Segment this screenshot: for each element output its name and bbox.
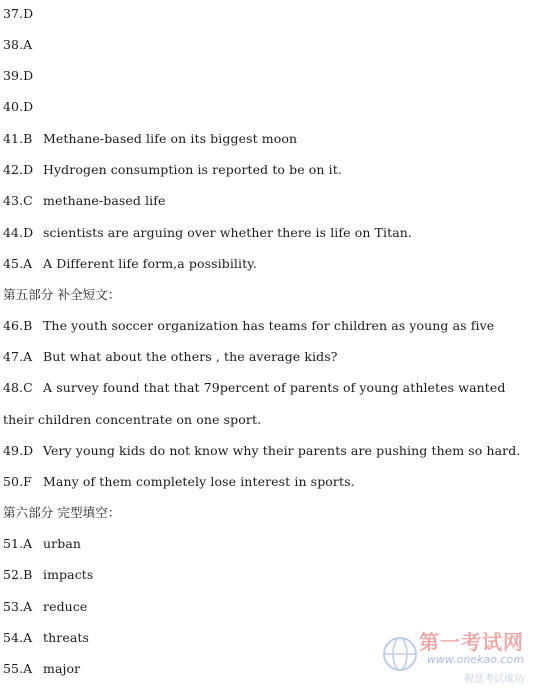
watermark-title: 第一考试网 [419, 630, 524, 654]
answer-line: 49.D Very young kids do not know why their parents are pushing them so hard. [3, 443, 521, 458]
answer-line: 46.B The youth soccer organization has teams for children as young as five [3, 318, 495, 333]
answer-line: 44.D scientists are arguing over whether there is life on Titan. [3, 225, 412, 240]
answer-line: 50.F Many of them completely lose interest in sports. [3, 474, 355, 489]
answer-line: 53.A reduce [3, 599, 88, 614]
answer-line: 40.D [3, 99, 34, 114]
answer-line: 48.C A survey found that that 79percent of parents of young athletes wanted [3, 380, 506, 395]
answer-line: 55.A major [3, 661, 81, 676]
answer-line: 38.A [3, 37, 33, 52]
answer-line: 51.A urban [3, 536, 82, 551]
answer-line: 37.D [3, 6, 34, 21]
answer-line: 41.B Methane-based life on its biggest moon [3, 131, 298, 146]
answer-line: 52.B impacts [3, 567, 94, 582]
watermark-slogan: 祝您考试成功 [464, 674, 524, 685]
section-heading: 第五部分 补全短文： [3, 287, 121, 302]
answer-line: 43.C methane-based life [3, 193, 166, 208]
section-heading: 第六部分 完型填空： [3, 505, 121, 520]
answer-line: 47.A But what about the others , the average kids? [3, 349, 338, 364]
answer-line: 54.A threats [3, 630, 90, 645]
answer-line: 45.A A Different life form,a possibility. [3, 256, 257, 271]
globe-logo-icon [380, 634, 420, 674]
site-watermark [380, 620, 530, 690]
watermark-url: www.onekao.com [426, 653, 524, 666]
answer-line: 42.D Hydrogen consumption is reported to be on it. [3, 162, 342, 177]
answer-continuation-line: their children concentrate on one sport. [3, 412, 262, 427]
answer-line: 39.D [3, 68, 34, 83]
